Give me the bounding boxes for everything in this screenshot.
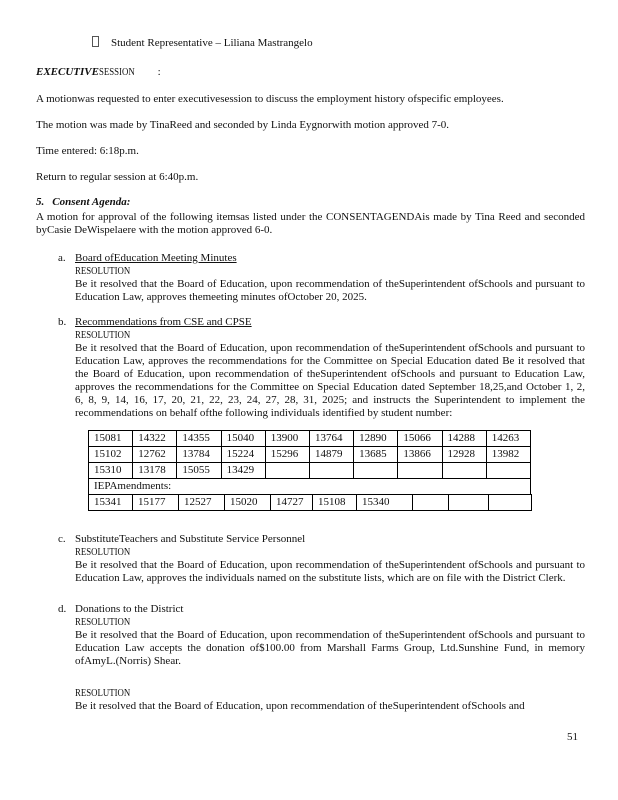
item-c-body: Be it resolved that the Board of Education, upon recommendation of theSuperintendent ofSchools and pursuant to Education Law, approves the individuals named on the substitute lists, which are on file with the District Clerk. (75, 559, 585, 584)
student-representative-text: Student Representative – Liliana Mastrangelo (111, 37, 313, 49)
item-b-title: Recommendations from CSE and CPSE (75, 316, 252, 328)
table-row (89, 479, 531, 495)
student-number-cell: 13784 (177, 447, 221, 463)
page-number: 51 (567, 731, 578, 743)
table-row (89, 463, 531, 479)
student-number-cell (486, 463, 530, 479)
agenda-item-c (36, 533, 585, 585)
student-number-cell: 15102 (89, 447, 133, 463)
student-number-cell: 15040 (221, 431, 265, 447)
student-number-cell: 15177 (133, 495, 179, 511)
agenda-item-d (36, 603, 585, 668)
trailing-resolution-label: RESOLUTION (75, 687, 131, 699)
consent-agenda-heading (36, 196, 585, 209)
student-number-cell: 15341 (89, 495, 133, 511)
time-entered-paragraph: Time entered: 6:18p.m. (36, 145, 139, 157)
student-number-cell (489, 495, 532, 511)
iep-amendments-row (88, 494, 532, 511)
student-number-cell: 14727 (271, 495, 313, 511)
student-number-cell: 13982 (486, 447, 530, 463)
trailing-resolution (75, 687, 585, 713)
agenda-item-a (36, 252, 585, 304)
student-number-cell: 15296 (265, 447, 309, 463)
item-b-body: Be it resolved that the Board of Education, upon recommendation of theSuperintendent ofSchools and pursuant to Education Law, approves the recommendations for the Committee on Special Education dated Be it resolved that the Board of Education, upon recommendation of theSuperintendent ofSchools and pursuant to Education Law, approves the recommendations for the Committee on Special Education dated September 18,25,and October 1, 2, 6, 8, 9, 14, 16, 17, 20, 21, 22, 23, 24, 27, 28, 31, 2025; and instructs the Superintendent to implement the recommendations on behalf ofthe following individuals identified by student number: (75, 342, 585, 419)
student-number-cell (449, 495, 489, 511)
table-row (89, 447, 531, 463)
motion-request-paragraph: A motionwas requested to enter executivesession to discuss the employment history ofspecific employees. (36, 93, 504, 105)
executive-session-title-second: SESSION (98, 66, 135, 78)
student-number-cell: 15066 (398, 431, 442, 447)
return-session-paragraph: Return to regular session at 6:40p.m. (36, 171, 199, 183)
table-row (89, 495, 532, 511)
student-number-cell (265, 463, 309, 479)
student-number-cell: 14879 (309, 447, 353, 463)
consent-agenda-intro: A motion for approval of the following itemsas listed under the CONSENTAGENDAis made by Tina Reed and seconded byCasie DeWispelaere with the motion approved 6-0. (36, 211, 585, 236)
executive-session-colon: : (157, 66, 161, 78)
consent-agenda-title: Consent Agenda: (52, 196, 131, 208)
student-number-cell: 15224 (221, 447, 265, 463)
student-number-cell: 14288 (442, 431, 486, 447)
item-d-resolution-label: RESOLUTION (75, 616, 131, 628)
item-b-resolution-label: RESOLUTION (75, 329, 131, 341)
item-d-letter: d. (58, 603, 67, 615)
student-number-cell: 12890 (354, 431, 398, 447)
student-number-cell: 13178 (133, 463, 177, 479)
student-number-cell: 12527 (179, 495, 225, 511)
student-number-cell: 13900 (265, 431, 309, 447)
student-representative-item (92, 36, 585, 50)
item-a-resolution-label: RESOLUTION (75, 265, 131, 277)
item-d-body: Be it resolved that the Board of Education, upon recommendation of theSuperintendent ofSchools and pursuant to Education Law accepts the donation of$100.00 from Marshall Farms Group, Ltd.Sunshine Fund, in memory ofAmyL.(Norris) Shear. (75, 629, 585, 667)
student-number-cell: 14355 (177, 431, 221, 447)
student-number-cell: 15310 (89, 463, 133, 479)
item-b-letter: b. (58, 316, 67, 328)
executive-session-heading (36, 66, 585, 79)
item-a-letter: a. (58, 252, 66, 264)
student-number-cell (354, 463, 398, 479)
item-a-title: Board ofEducation Meeting Minutes (75, 252, 237, 264)
item-d-title: Donations to the District (75, 603, 184, 615)
student-number-cell (398, 463, 442, 479)
iep-amendments-label: IEPAmendments: (89, 479, 531, 495)
executive-session-title-main: EXECUTIVE (36, 66, 99, 78)
student-number-cell: 13764 (309, 431, 353, 447)
student-number-cell (309, 463, 353, 479)
table-row (89, 431, 531, 447)
student-number-cell (442, 463, 486, 479)
student-number-cell: 13685 (354, 447, 398, 463)
student-number-cell: 12762 (133, 447, 177, 463)
consent-agenda-number: 5. (36, 196, 45, 208)
student-number-cell: 14322 (133, 431, 177, 447)
student-number-cell: 13429 (221, 463, 265, 479)
student-number-cell: 14263 (486, 431, 530, 447)
student-number-cell: 15055 (177, 463, 221, 479)
student-number-cell: 15108 (313, 495, 357, 511)
student-number-cell: 12928 (442, 447, 486, 463)
agenda-item-b (36, 316, 585, 420)
item-c-resolution-label: RESOLUTION (75, 546, 131, 558)
student-number-cell (413, 495, 449, 511)
student-number-cell: 13866 (398, 447, 442, 463)
student-number-cell: 15020 (225, 495, 271, 511)
item-c-letter: c. (58, 533, 66, 545)
student-number-cell: 15340 (357, 495, 413, 511)
item-a-body: Be it resolved that the Board of Education, upon recommendation of theSuperintendent ofSchools and pursuant to Education Law, approves themeeting minutes ofOctober 20, 2025. (75, 278, 585, 303)
empty-box-bullet-icon (92, 36, 99, 47)
student-number-cell: 15081 (89, 431, 133, 447)
student-number-table (88, 430, 531, 495)
item-c-title: SubstituteTeachers and Substitute Service Personnel (75, 533, 306, 545)
trailing-resolution-body: Be it resolved that the Board of Education, upon recommendation of theSuperintendent ofSchools and (75, 700, 525, 712)
motion-made-paragraph: The motion was made by TinaReed and seconded by Linda Eygnorwith motion approved 7-0. (36, 119, 450, 131)
